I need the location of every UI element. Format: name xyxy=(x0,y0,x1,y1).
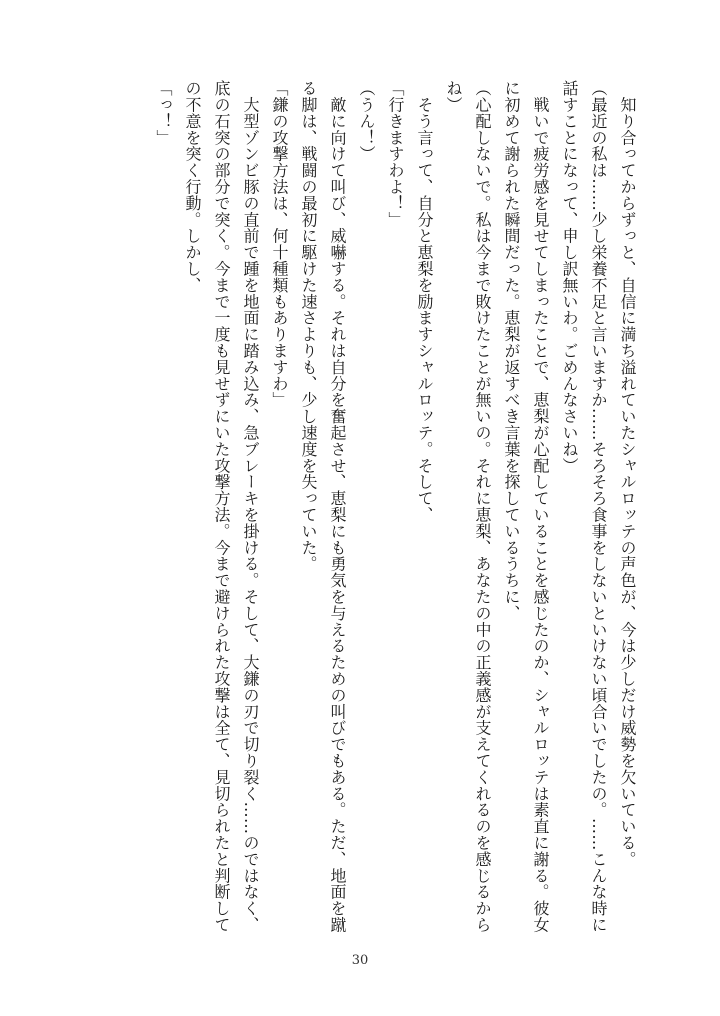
dialogue-line: 「行きますわよ！」 xyxy=(386,80,405,228)
paragraph: 大型ゾンビ豚の直前で踵を地面に踏み込み、急ブレーキを掛ける。そして、大鎌の刃で切り裂く……のではなく、底の石突の部分で突く。今まで一度も見せずにいた攻撃方法。今まで避けられた攻撃は全て、見切られたと判断しての不意を突く行動。しかし、 xyxy=(183,80,260,933)
dialogue-line: 「っ！」 xyxy=(154,80,173,146)
paragraph: 敵に向けて叫び、威嚇する。それは自分を奮起させ、恵梨にも勇気を与えるための叫びでもある。ただ、地面を蹴る脚は、戦闘の最初に駆けた速さよりも、少し速度を失っていた。 xyxy=(299,80,347,933)
paragraph: 戦いで疲労感を見せてしまったことで、恵梨が心配していることを感じたのか、シャルロッテは素直に謝る。彼女に初めて謝られた瞬間だった。恵梨が返すべき言葉を探しているうちに、 xyxy=(502,80,550,933)
dialogue-line: （うん！） xyxy=(357,80,376,162)
paragraph: 知り合ってからずっと、自信に満ち溢れていたシャルロッテの声色が、今は少しだけ威勢を欠いている。 xyxy=(618,80,637,868)
dialogue-line: 「鎌の攻撃方法は、何十種類もありますわ」 xyxy=(270,80,289,408)
vertical-text-body xyxy=(57,80,642,948)
paragraph: そう言って、自分と恵梨を励ますシャルロッテ。そして、 xyxy=(415,80,434,523)
paragraph: （心配しないで。私は今まで敗けたことが無いの。それに恵梨、あなたの中の正義感が支えてくれるのを感じるからね） xyxy=(444,80,492,933)
page-number: 30 xyxy=(351,953,369,968)
paragraph: （最近の私は……少し栄養不足と言いますか……そろそろ食事をしないといけない頃合いでしたの。……こんな時に話すことになって、申し訳無いわ。ごめんなさいね） xyxy=(560,80,608,933)
